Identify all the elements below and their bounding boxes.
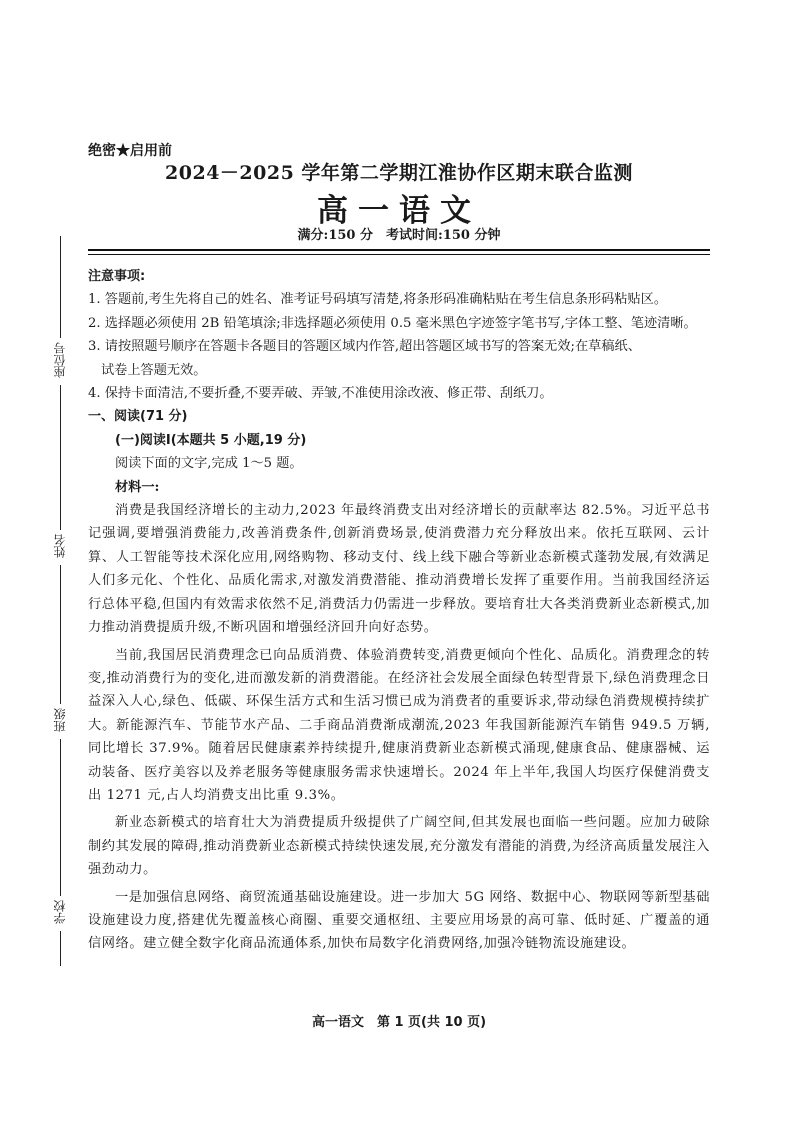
- page-footer: 高一语文 第 1 页(共 10 页): [311, 1015, 487, 1030]
- section-heading: 一、阅读(71 分): [88, 409, 188, 425]
- school-label: [46, 896, 74, 931]
- seat-number-text: 座位号: [53, 342, 67, 378]
- material-paragraph: 当前,我国居民消费理念已向品质消费、体验消费转变,消费更倾向个性化、品质化。消费理念的转变,推动消费行为的变化,进而激发新的消费潜能。在经济社会发展全面绿色转型背景下,绿色消费理念日益深入人心,绿色、低碳、环保生活方式和生活习惯已成为消费者的重要诉求,带动绿色消费规模持续扩大。新能源汽车、节能节水产品、二手商品消费渐成潮流,2023 年我国新能源汽车销售 949.5 万辆,同比增长 37.9%。随着居民健康素养持续提升,健康消费新业态新模式涌现,健康食品、健康器械、运动装备、医疗美容以及养老服务等健康服务需求快速增长。2024 年上半年,我国人均医疗保健消费支出 1271 元,占人均消费支出比重 9.3%。: [88, 647, 710, 803]
- notice-item: 2. 选择题必须使用 2B 铅笔填涂;非选择题必须使用 0.5 毫米黑色字迹签字笔书写,字体工整、笔迹清晰。: [88, 315, 697, 331]
- material-paragraph: 新业态新模式的培育壮大为消费提质升级提供了广阔空间,但其发展也面临一些问题。应加力破除制约其发展的障碍,推动消费新业态新模式持续快速发展,充分激发有潜能的消费,为经济高质量发展注入强劲动力。: [88, 815, 710, 878]
- binding-margin: [0, 0, 80, 1132]
- score-and-time: 满分:150 分 考试时间:150 分钟: [297, 228, 501, 243]
- class-text: 班级: [53, 708, 67, 732]
- notice-item: 3. 请按照题号顺序在答题卡各题目的答题区域内作答,超出答题区域书写的答案无效;在草稿纸、: [88, 339, 641, 355]
- name-label: [46, 530, 74, 565]
- reading-subheading: (一)阅读Ⅰ(本题共 5 小题,19 分): [115, 432, 307, 448]
- material-paragraph: 一是加强信息网络、商贸流通基础设施建设。进一步加大 5G 网络、数据中心、物联网等新型基础设施建设力度,搭建优先覆盖核心商圈、重要交通枢纽、主要应用场景的高可靠、低时延、广覆盖的通信网络。建立健全数字化商品流通体系,加快布局数字化消费网络,加强冷链物流设施建设。: [88, 889, 710, 952]
- notice-item: 4. 保持卡面清洁,不要折叠,不要弄破、弄皱,不准使用涂改液、修正带、刮纸刀。: [88, 386, 553, 402]
- reading-instruction: 阅读下面的文字,完成 1～5 题。: [115, 456, 303, 472]
- header-rule-thick: [88, 249, 710, 251]
- class-label: [46, 704, 74, 739]
- header-rule-thin: [88, 254, 710, 255]
- notice-heading: 注意事项:: [88, 269, 146, 284]
- material-label: 材料一:: [115, 479, 160, 495]
- subject-title: 高一语文: [317, 193, 481, 229]
- name-text: 姓名: [53, 534, 67, 558]
- notice-item-continuation: 试卷上答题无效。: [101, 362, 207, 378]
- material-paragraph: 消费是我国经济增长的主动力,2023 年最终消费支出对经济增长的贡献率达 82.5%。习近平总书记强调,要增强消费能力,改善消费条件,创新消费场景,使消费潜力充分释放出来。依托互联网、云计算、人工智能等技术深化应用,网络购物、移动支付、线上线下融合等新业态新模式蓬勃发展,有效满足人们多元化、个性化、品质化需求,对激发消费潜能、推动消费增长发挥了重要作用。当前我国经济运行总体平稳,但国内有效需求依然不足,消费活力仍需进一步释放。要培育壮大各类消费新业态新模式,加力推动消费提质升级,不断巩固和增强经济回升向好态势。: [88, 503, 710, 636]
- confidential-mark: 绝密★启用前: [88, 143, 172, 159]
- exam-title: 2024－2025 学年第二学期江淮协作区期末联合监测: [165, 162, 633, 184]
- notice-item: 1. 答题前,考生先将自己的姓名、准考证号码填写清楚,将条形码准确粘贴在考生信息条形码粘贴区。: [88, 292, 668, 308]
- seat-number-label: [46, 338, 74, 385]
- exam-body: [88, 265, 710, 960]
- school-text: 学校: [53, 900, 67, 924]
